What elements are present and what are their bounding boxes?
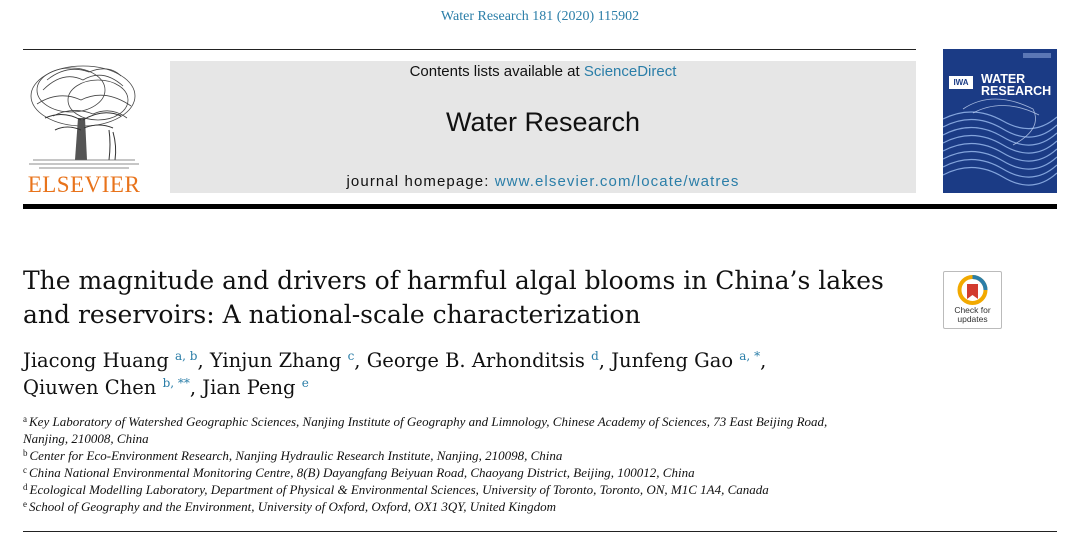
cover-title-line2: RESEARCH — [981, 84, 1052, 98]
author-affiliation-marks[interactable]: b, ** — [162, 376, 190, 390]
affiliation-text: Ecological Modelling Laboratory, Department of Physical & Environmental Sciences, University of Toronto, Toronto, ON, M1C 1A4, Canada — [29, 482, 769, 497]
affiliation-text: Nanjing, 210008, China — [23, 431, 149, 446]
check-updates-line2: updates — [957, 314, 988, 324]
affiliation-item — [23, 447, 1023, 464]
affiliation-label: d — [23, 482, 28, 492]
affiliation-item — [23, 464, 1023, 481]
affiliation-item-continued — [23, 430, 1023, 447]
author-separator: , — [760, 349, 767, 372]
affiliation-label: a — [23, 414, 27, 424]
journal-citation[interactable]: Water Research 181 (2020) 115902 — [440, 9, 640, 24]
author-name[interactable]: Junfeng Gao — [611, 349, 734, 372]
author-line-2 — [23, 374, 923, 401]
cover-title — [981, 73, 1051, 97]
affiliation-label: b — [23, 448, 28, 458]
contents-line — [170, 63, 916, 80]
top-rule — [23, 49, 916, 50]
author-name[interactable]: Yinjun Zhang — [209, 349, 342, 372]
author-affiliation-marks[interactable]: c — [347, 349, 355, 363]
bottom-rule — [23, 531, 1057, 532]
affiliation-text: Center for Eco-Environment Research, Nanjing Hydraulic Research Institute, Nanjing, 210098, China — [29, 448, 563, 463]
cover-title-line1: WATER — [981, 72, 1026, 86]
check-updates-label — [944, 306, 1001, 324]
homepage-prefix: journal homepage: — [346, 173, 495, 190]
article-title — [23, 264, 923, 332]
elsevier-wordmark: ELSEVIER — [27, 172, 141, 197]
check-updates-icon — [944, 272, 1001, 306]
author-name[interactable]: Jiacong Huang — [23, 349, 169, 372]
sciencedirect-link[interactable]: ScienceDirect — [583, 63, 677, 80]
author-affiliation-marks[interactable]: a, * — [739, 349, 761, 363]
author-name[interactable]: George B. Arhonditsis — [366, 349, 585, 372]
homepage-line — [170, 173, 916, 190]
header-divider — [23, 204, 1057, 209]
affiliation-list — [23, 413, 1023, 515]
author-separator: , — [598, 349, 612, 372]
affiliation-item — [23, 498, 1023, 515]
author-name[interactable]: Qiuwen Chen — [23, 376, 157, 399]
check-updates-line1: Check for — [954, 305, 991, 315]
author-affiliation-marks[interactable]: a, b — [175, 349, 198, 363]
author-separator: , — [189, 376, 203, 399]
affiliation-text: China National Environmental Monitoring Centre, 8(B) Dayangfang Beiyuan Road, Chaoyang District, Beijing, 100012, China — [29, 465, 695, 480]
affiliation-item — [23, 481, 1023, 498]
journal-cover-image[interactable] — [943, 49, 1057, 193]
check-for-updates-button[interactable] — [943, 271, 1002, 329]
author-separator: , — [354, 349, 367, 372]
affiliation-text: Key Laboratory of Watershed Geographic Sciences, Nanjing Institute of Geography and Limnology, Chinese Academy of Sciences, 73 East Beijing Road, — [29, 414, 828, 429]
journal-title: Water Research — [445, 107, 641, 137]
author-separator: , — [197, 349, 210, 372]
affiliation-text: School of Geography and the Environment, University of Oxford, Oxford, OX1 3QY, United Kingdom — [29, 499, 557, 514]
author-affiliation-marks[interactable]: e — [301, 376, 309, 390]
author-affiliation-marks[interactable]: d — [591, 349, 599, 363]
article-title-line1: The magnitude and drivers of harmful algal blooms in China’s lakes — [23, 266, 884, 295]
iwa-badge: IWA — [949, 76, 973, 89]
homepage-link[interactable]: www.elsevier.com/locate/watres — [494, 173, 740, 190]
author-list — [23, 347, 923, 401]
affiliation-label: c — [23, 465, 27, 475]
article-title-line2: and reservoirs: A national-scale characterization — [23, 300, 641, 329]
affiliation-label: e — [23, 499, 27, 509]
author-line-1 — [23, 347, 923, 374]
author-name[interactable]: Jian Peng — [202, 376, 296, 399]
affiliation-item — [23, 413, 1023, 430]
journal-header-box — [170, 61, 916, 193]
contents-prefix: Contents lists available at — [409, 63, 584, 80]
